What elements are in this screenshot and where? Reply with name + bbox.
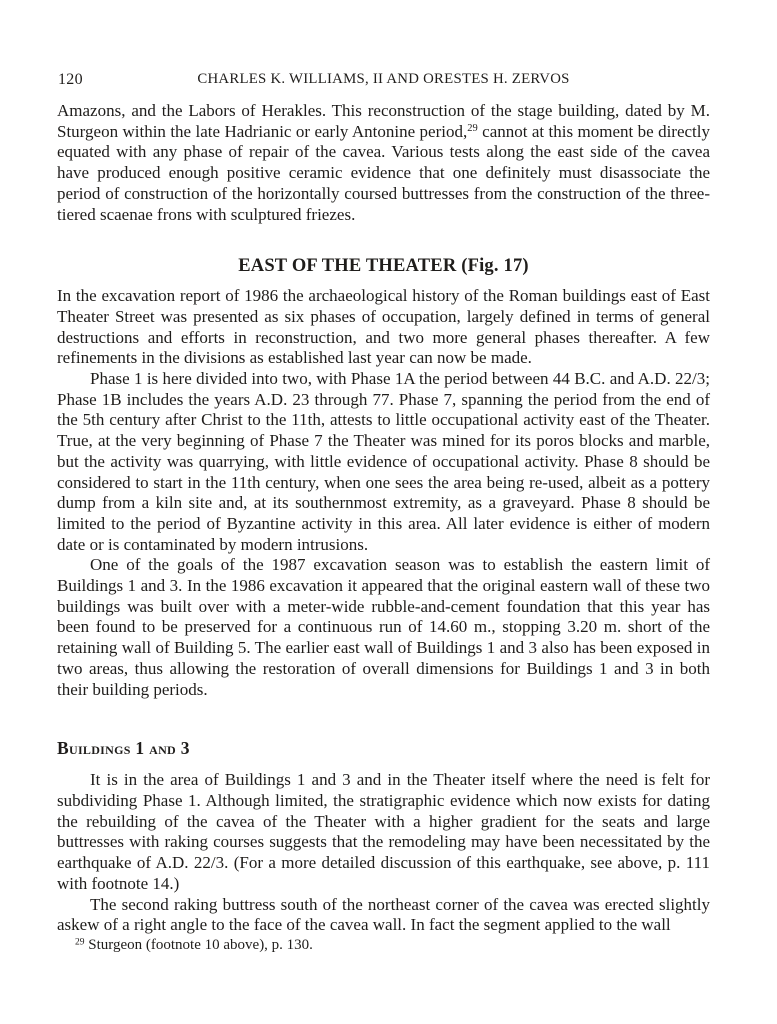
footnote-number: 29 <box>75 937 85 948</box>
paragraph-text: cannot at this moment be directly equated with any phase of repair of the cavea. Various tests along the east side of the cavea have produced enough positive ceramic evidence that one definitely must disassociate the period of construction of the horizontally coursed buttresses from the construction of the three-tiered scaenae frons with sculptured friezes. <box>57 121 711 224</box>
article-text-block <box>57 101 710 954</box>
subsection-heading-buildings-1-and-3: Buildings 1 and 3 <box>57 738 190 759</box>
paragraph-text: Amazons, and the Labors of Herakles. This reconstruction of the stage building, dated by M. Sturgeon within the late Hadrianic or early Antonine period, <box>57 101 710 141</box>
paragraph-continuation <box>57 101 710 225</box>
footnote <box>57 936 710 954</box>
paragraph-buildings: It is in the area of Buildings 1 and 3 and in the Theater itself where the need is felt for subdividing Phase 1. Although limited, the stratigraphic evidence which now exists for dating the rebuilding of the cavea of the Theater with a higher gradient for the seats and large buttresses with raking courses suggests that the remodeling may have been necessitated by the earthquake of A.D. 22/3. (For a more detailed discussion of this earthquake, see above, p. 111 with footnote 14.) <box>57 770 710 893</box>
paragraph-section-intro: In the excavation report of 1986 the archaeological history of the Roman buildings east of East Theater Street was presented as six phases of occupation, largely defined in terms of general destructions and efforts in reconstruction, and two more general phases thereafter. A few refinements in the divisions as established last year can now be made. <box>57 286 710 368</box>
paragraph-buttress: The second raking buttress south of the northeast corner of the cavea was erected slightly askew of a right angle to the face of the cavea wall. In fact the segment applied to the wall <box>57 894 710 935</box>
page-number: 120 <box>58 71 83 88</box>
paragraph-phases: Phase 1 is here divided into two, with Phase 1A the period between 44 B.C. and A.D. 22/3; Phase 1B includes the years A.D. 23 through 77. Phase 7, spanning the period from the end of the 5th century after Christ to the 11th, attests to little occupational activity east of the Theater. True, at the very beginning of Phase 7 the Theater was mined for its poros blocks and marble, but the activity was quarrying, with little evidence of occupational activity. Phase 8 should be considered to start in the 11th century, when one sees the area being re-used, albeit as a pottery dump from a kiln site and, at its southernmost extremity, as a graveyard. Phase 8 should be limited to the period of Byzantine activity in this area. All later evidence is either of modern date or is contaminated by modern intrusions. <box>57 369 710 554</box>
running-head <box>57 71 710 93</box>
section-heading-east-of-theater: EAST OF THE THEATER (Fig. 17) <box>238 256 529 277</box>
running-title: CHARLES K. WILLIAMS, II AND ORESTES H. ZERVOS <box>197 71 570 87</box>
paragraph-goals: One of the goals of the 1987 excavation season was to establish the eastern limit of Buildings 1 and 3. In the 1986 excavation it appeared that the original eastern wall of these two buildings was built over with a meter-wide rubble-and-cement foundation that this year has been found to be preserved for a continuous run of 14.60 m., stopping 3.20 m. short of the retaining wall of Building 5. The earlier east wall of Buildings 1 and 3 also has been exposed in two areas, thus allowing the restoration of overall dimensions for Buildings 1 and 3 in both their building periods. <box>57 555 710 699</box>
footnote-text: Sturgeon (footnote 10 above), p. 130. <box>84 936 313 953</box>
footnote-reference-29: 29 <box>467 122 478 134</box>
